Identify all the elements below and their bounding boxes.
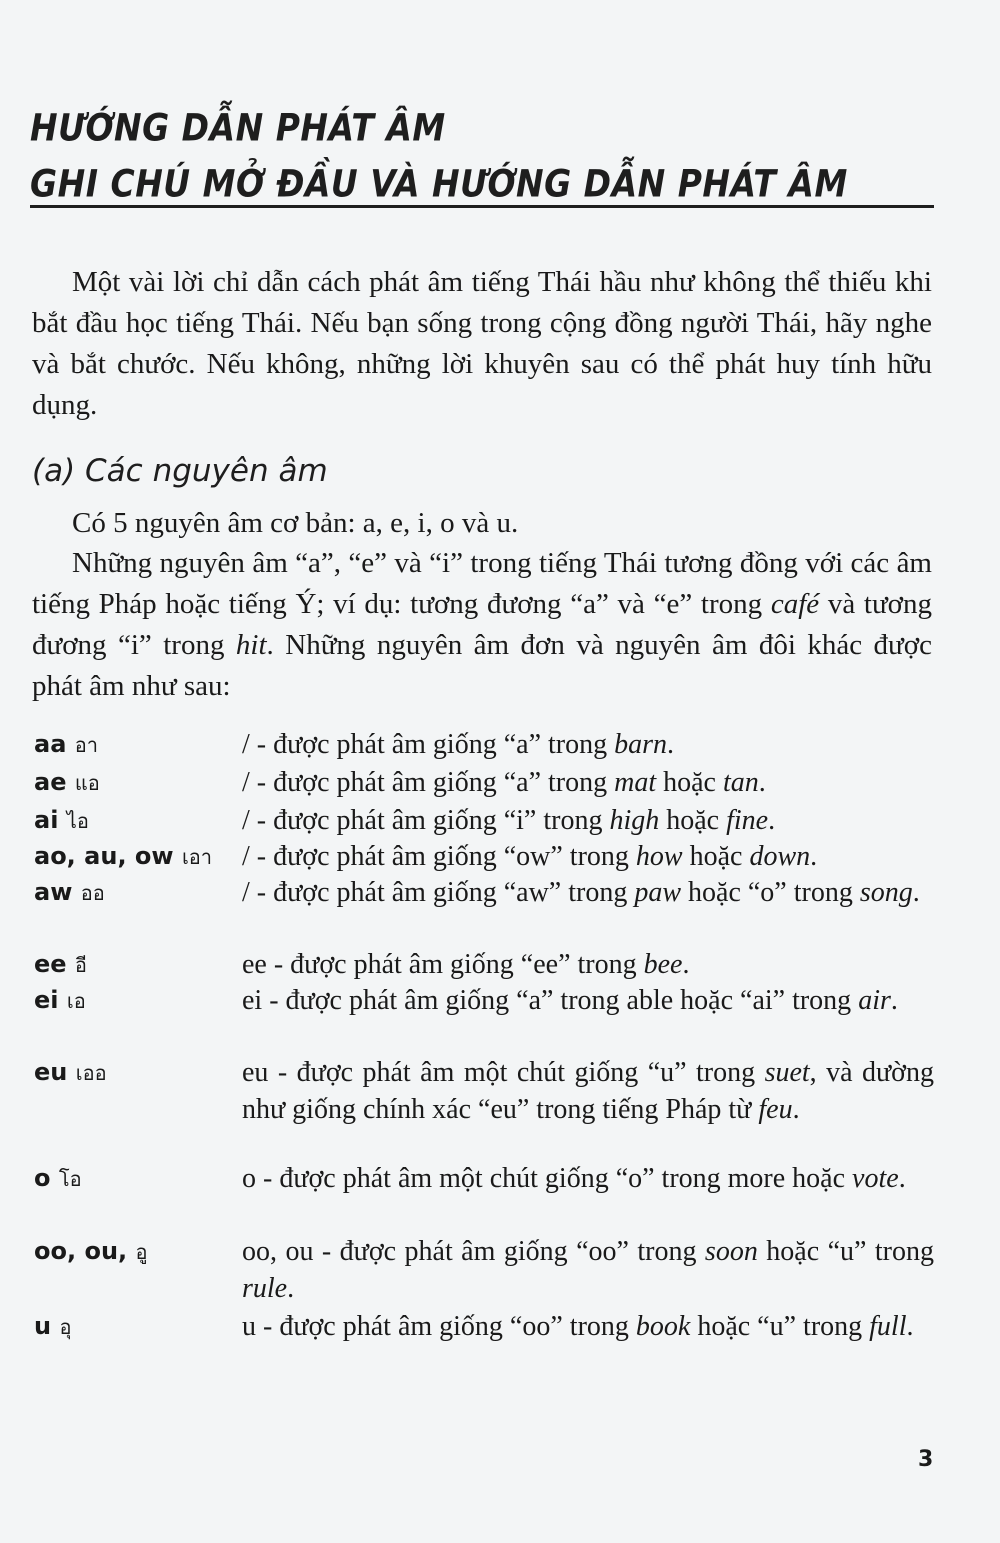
vowel-thai-script: ออ — [80, 881, 105, 905]
description-text: , và dường như giống chính xác “eu” trong tiếng Pháp từ — [242, 1057, 934, 1125]
description-text: . — [768, 805, 776, 836]
vowel-description — [242, 802, 934, 839]
description-text: . — [890, 985, 898, 1016]
vowel-label — [34, 1308, 71, 1346]
vowel-latin: o — [34, 1164, 51, 1192]
vowel-label — [34, 982, 86, 1020]
vowel-description — [242, 1054, 934, 1128]
description-text: / - được phát âm giống “a” trong — [242, 729, 615, 760]
description-text: / - được phát âm giống “a” trong — [242, 767, 615, 798]
vowel-latin: oo, ou, — [34, 1237, 128, 1265]
description-text: ee - được phát âm giống “ee” trong — [242, 949, 644, 980]
example-word: bee — [643, 949, 683, 980]
example-word: high — [609, 805, 660, 836]
vowel-thai-script: เออ — [75, 1061, 107, 1085]
example-word: fine — [726, 805, 769, 836]
description-text: / - được phát âm giống “ow” trong — [242, 841, 636, 872]
example-word: song — [859, 877, 913, 908]
description-text: u - được phát âm giống “oo” trong — [242, 1311, 636, 1342]
vowel-label — [34, 1160, 82, 1198]
description-text: . — [906, 1311, 914, 1342]
example-word: suet — [764, 1057, 810, 1088]
description-text: hoặc “u” trong — [757, 1236, 934, 1267]
vowel-description — [242, 1308, 934, 1345]
description-text: ei - được phát âm giống “a” trong able hoặc “ai” trong — [242, 985, 859, 1016]
example-word: feu — [758, 1094, 793, 1125]
vowel-label — [34, 764, 100, 802]
example-word: mat — [614, 767, 657, 798]
title-underline — [30, 205, 934, 208]
example-word: vote — [852, 1163, 899, 1194]
paragraph-text: và tương đương “i” trong — [32, 588, 933, 661]
vowel-description — [242, 726, 934, 763]
vowel-thai-script: อา — [74, 733, 98, 757]
vowel-label — [34, 838, 212, 876]
description-text: hoặc — [656, 767, 723, 798]
vowel-thai-script: อี — [74, 953, 87, 977]
example-word: paw — [634, 877, 682, 908]
vowel-latin: ee — [34, 950, 67, 978]
chapter-title: HƯỚNG DẪN PHÁT ÂM — [30, 105, 446, 150]
vowel-latin: ae — [34, 768, 67, 796]
section-heading-vowels: (a) Các nguyên âm — [32, 453, 328, 489]
vowel-thai-script: เอ — [66, 989, 86, 1013]
chapter-titles — [30, 100, 934, 212]
example-word: café — [770, 588, 820, 620]
vowel-label — [34, 874, 105, 912]
vowel-label — [34, 802, 89, 840]
vowel-latin: aw — [34, 878, 73, 906]
vowel-latin: eu — [34, 1058, 68, 1086]
description-text: . — [792, 1094, 800, 1125]
description-text: / - được phát âm giống “i” trong — [242, 805, 610, 836]
example-word: soon — [704, 1236, 758, 1267]
vowel-label — [34, 946, 87, 984]
description-text: . — [667, 729, 674, 760]
vowel-thai-script: เอา — [181, 845, 213, 869]
vowel-thai-script: ไอ — [66, 809, 89, 833]
description-text: o - được phát âm một chút giống “o” trong more hoặc — [242, 1163, 853, 1194]
description-text: oo, ou - được phát âm giống “oo” trong — [242, 1236, 705, 1267]
vowel-description — [242, 946, 934, 983]
description-text: . — [758, 767, 766, 798]
vowel-thai-script: อุ — [59, 1315, 72, 1339]
paragraph-text: Những nguyên âm “a”, “e” và “i” trong tiếng Thái tương đồng với các âm tiếng Pháp hoặc tiếng Ý; ví dụ: tương đương “a” và “e” trong — [32, 547, 932, 620]
vowel-latin: aa — [34, 730, 67, 758]
example-word: hit — [235, 629, 267, 661]
vowel-latin: ai — [34, 806, 59, 834]
example-word: rule — [242, 1273, 288, 1304]
thai-vowels-paragraph — [32, 543, 932, 707]
vowel-description — [242, 982, 934, 1019]
description-text: hoặc “u” trong — [690, 1311, 870, 1342]
example-word: barn — [614, 729, 667, 760]
vowel-thai-script: แอ — [74, 771, 100, 795]
paragraph-text: . Những nguyên âm đơn và nguyên âm đôi khác được phát âm như sau: — [32, 629, 932, 702]
vowel-description — [242, 764, 934, 801]
example-word: tan — [722, 767, 759, 798]
vowel-latin: ao, au, ow — [34, 842, 174, 870]
vowel-latin: ei — [34, 986, 59, 1014]
example-word: how — [635, 841, 683, 872]
description-text: hoặc “o” trong — [681, 877, 860, 908]
vowel-description — [242, 874, 934, 911]
description-text: eu - được phát âm một chút giống “u” trong — [242, 1057, 765, 1088]
intro-paragraph: Một vài lời chỉ dẫn cách phát âm tiếng Thái hầu như không thể thiếu khi bắt đầu học tiếng Thái. Nếu bạn sống trong cộng đồng người Thái, hãy nghe và bắt chước. Nếu không, những lời khuyên sau có thể phát huy tính hữu dụng. — [32, 266, 932, 421]
description-text: . — [682, 949, 690, 980]
vowel-thai-script: อู — [135, 1240, 148, 1264]
vowel-label — [34, 1054, 107, 1092]
chapter-subtitle: GHI CHÚ MỞ ĐẦU VÀ HƯỚNG DẪN PHÁT ÂM — [30, 161, 848, 206]
description-text: / - được phát âm giống “aw” trong — [242, 877, 635, 908]
basic-vowels-paragraph: Có 5 nguyên âm cơ bản: a, e, i, o và u. — [72, 507, 519, 539]
example-word: down — [749, 841, 811, 872]
vowel-label — [34, 726, 98, 764]
vowel-latin: u — [34, 1312, 52, 1340]
description-text: . — [287, 1273, 295, 1304]
vowel-description — [242, 838, 934, 875]
vowel-description — [242, 1160, 934, 1197]
description-text: . — [898, 1163, 906, 1194]
vowel-description — [242, 1233, 934, 1307]
description-text: . — [810, 841, 818, 872]
description-text: . — [912, 877, 920, 908]
description-text: hoặc — [659, 805, 727, 836]
example-word: air — [858, 985, 891, 1016]
page-number: 3 — [918, 1447, 934, 1472]
example-word: full — [869, 1311, 907, 1342]
description-text: hoặc — [682, 841, 750, 872]
example-word: book — [635, 1311, 691, 1342]
vowel-thai-script: โอ — [58, 1167, 82, 1191]
vowel-label — [34, 1233, 148, 1271]
